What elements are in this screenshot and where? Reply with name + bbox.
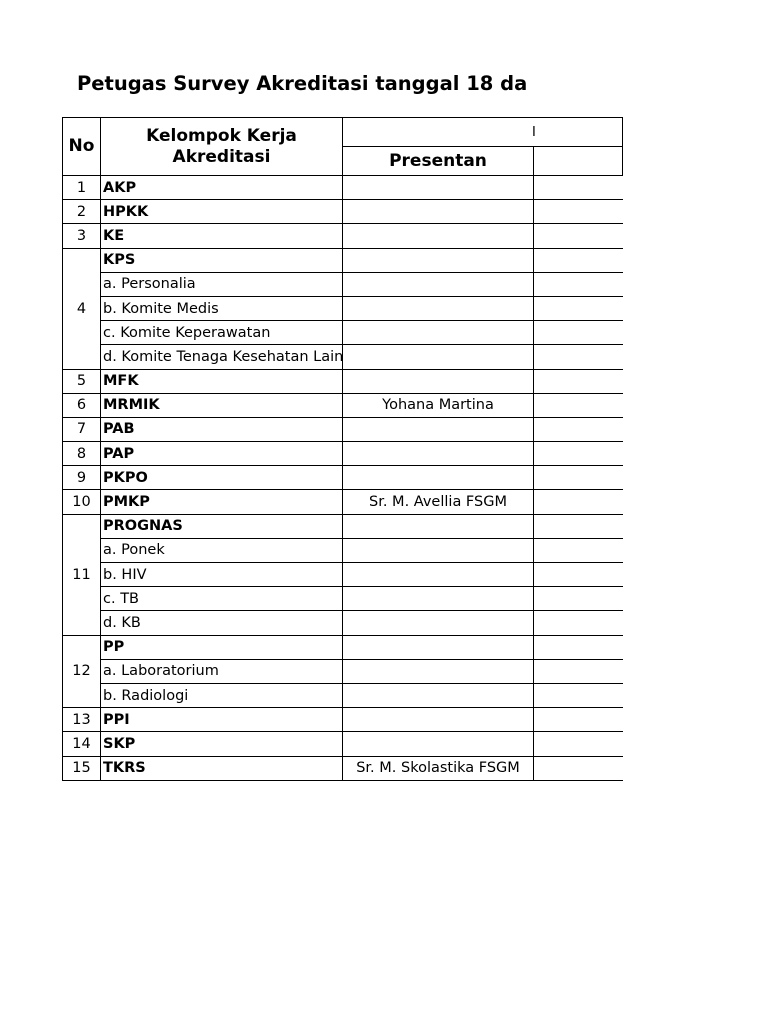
table-row — [63, 224, 623, 248]
surveyor-table — [62, 117, 623, 781]
working-group-name: KPS — [101, 248, 343, 272]
presenter-cell: Yohana Martina — [343, 393, 534, 417]
header-presenter: Presentan — [343, 147, 534, 176]
next-column-cell — [534, 466, 623, 490]
table-row — [63, 466, 623, 490]
working-group-name: PAP — [101, 442, 343, 466]
presenter-cell — [343, 587, 534, 611]
header-schedule-partial: I — [343, 118, 623, 147]
working-group-subitem: b. HIV — [101, 563, 343, 587]
presenter-cell — [343, 635, 534, 659]
table-row — [63, 490, 623, 514]
table-row — [63, 538, 623, 562]
row-number: 14 — [63, 732, 101, 756]
table-row — [63, 345, 623, 369]
presenter-cell — [343, 272, 534, 296]
presenter-cell — [343, 321, 534, 345]
surveyor-table-viewport — [62, 117, 534, 806]
table-row — [63, 176, 623, 200]
working-group-name: MRMIK — [101, 393, 343, 417]
next-column-cell — [534, 659, 623, 683]
row-number: 7 — [63, 417, 101, 441]
table-row — [63, 756, 623, 780]
working-group-subitem: a. Laboratorium — [101, 659, 343, 683]
next-column-cell — [534, 756, 623, 780]
presenter-cell — [343, 659, 534, 683]
next-column-cell — [534, 587, 623, 611]
presenter-cell — [343, 466, 534, 490]
row-number: 8 — [63, 442, 101, 466]
working-group-subitem: b. Radiologi — [101, 683, 343, 707]
table-row — [63, 442, 623, 466]
table-row — [63, 563, 623, 587]
presenter-cell — [343, 708, 534, 732]
row-number: 10 — [63, 490, 101, 514]
table-row — [63, 200, 623, 224]
row-number: 9 — [63, 466, 101, 490]
next-column-cell — [534, 224, 623, 248]
presenter-cell — [343, 345, 534, 369]
table-row — [63, 248, 623, 272]
working-group-subitem: c. Komite Keperawatan — [101, 321, 343, 345]
row-number: 11 — [63, 514, 101, 635]
presenter-cell: Sr. M. Skolastika FSGM — [343, 756, 534, 780]
table-row — [63, 611, 623, 635]
presenter-cell — [343, 514, 534, 538]
next-column-cell — [534, 442, 623, 466]
presenter-cell — [343, 563, 534, 587]
table-row — [63, 272, 623, 296]
next-column-cell — [534, 732, 623, 756]
next-column-cell — [534, 393, 623, 417]
next-column-cell — [534, 563, 623, 587]
row-number: 3 — [63, 224, 101, 248]
working-group-name: PAB — [101, 417, 343, 441]
next-column-cell — [534, 345, 623, 369]
working-group-name: PROGNAS — [101, 514, 343, 538]
row-number: 1 — [63, 176, 101, 200]
presenter-cell — [343, 296, 534, 320]
presenter-cell — [343, 369, 534, 393]
working-group-name: HPKK — [101, 200, 343, 224]
table-row — [63, 683, 623, 707]
presenter-cell: Sr. M. Avellia FSGM — [343, 490, 534, 514]
table-row — [63, 708, 623, 732]
page-title: Petugas Survey Akreditasi tanggal 18 da — [77, 72, 528, 95]
table-row — [63, 321, 623, 345]
next-column-cell — [534, 369, 623, 393]
presenter-cell — [343, 176, 534, 200]
header-row-1 — [63, 118, 623, 147]
presenter-cell — [343, 442, 534, 466]
working-group-name: MFK — [101, 369, 343, 393]
header-extra-cell — [534, 147, 623, 176]
next-column-cell — [534, 296, 623, 320]
next-column-cell — [534, 708, 623, 732]
row-number: 12 — [63, 635, 101, 708]
header-group: Kelompok Kerja Akreditasi — [101, 118, 343, 176]
table-row — [63, 659, 623, 683]
table-row — [63, 514, 623, 538]
presenter-cell — [343, 224, 534, 248]
table-row — [63, 393, 623, 417]
next-column-cell — [534, 611, 623, 635]
table-row — [63, 417, 623, 441]
row-number: 15 — [63, 756, 101, 780]
working-group-subitem: a. Personalia — [101, 272, 343, 296]
table-row — [63, 732, 623, 756]
next-column-cell — [534, 272, 623, 296]
working-group-name: AKP — [101, 176, 343, 200]
next-column-cell — [534, 248, 623, 272]
working-group-subitem: b. Komite Medis — [101, 296, 343, 320]
presenter-cell — [343, 732, 534, 756]
working-group-name: TKRS — [101, 756, 343, 780]
working-group-name: PMKP — [101, 490, 343, 514]
row-number: 4 — [63, 248, 101, 369]
working-group-subitem: a. Ponek — [101, 538, 343, 562]
working-group-subitem: d. KB — [101, 611, 343, 635]
table-row — [63, 369, 623, 393]
presenter-cell — [343, 538, 534, 562]
row-number: 13 — [63, 708, 101, 732]
table-row — [63, 635, 623, 659]
working-group-subitem: c. TB — [101, 587, 343, 611]
table-row — [63, 587, 623, 611]
working-group-name: PP — [101, 635, 343, 659]
next-column-cell — [534, 490, 623, 514]
table-body — [63, 176, 623, 781]
presenter-cell — [343, 248, 534, 272]
presenter-cell — [343, 683, 534, 707]
next-column-cell — [534, 321, 623, 345]
row-number: 5 — [63, 369, 101, 393]
next-column-cell — [534, 538, 623, 562]
next-column-cell — [534, 417, 623, 441]
row-number: 6 — [63, 393, 101, 417]
working-group-subitem: d. Komite Tenaga Kesehatan Lain — [101, 345, 343, 369]
next-column-cell — [534, 635, 623, 659]
working-group-name: KE — [101, 224, 343, 248]
header-no: No — [63, 118, 101, 176]
next-column-cell — [534, 514, 623, 538]
row-number: 2 — [63, 200, 101, 224]
next-column-cell — [534, 176, 623, 200]
working-group-name: SKP — [101, 732, 343, 756]
presenter-cell — [343, 200, 534, 224]
working-group-name: PKPO — [101, 466, 343, 490]
table-row — [63, 296, 623, 320]
presenter-cell — [343, 611, 534, 635]
next-column-cell — [534, 683, 623, 707]
next-column-cell — [534, 200, 623, 224]
presenter-cell — [343, 417, 534, 441]
working-group-name: PPI — [101, 708, 343, 732]
